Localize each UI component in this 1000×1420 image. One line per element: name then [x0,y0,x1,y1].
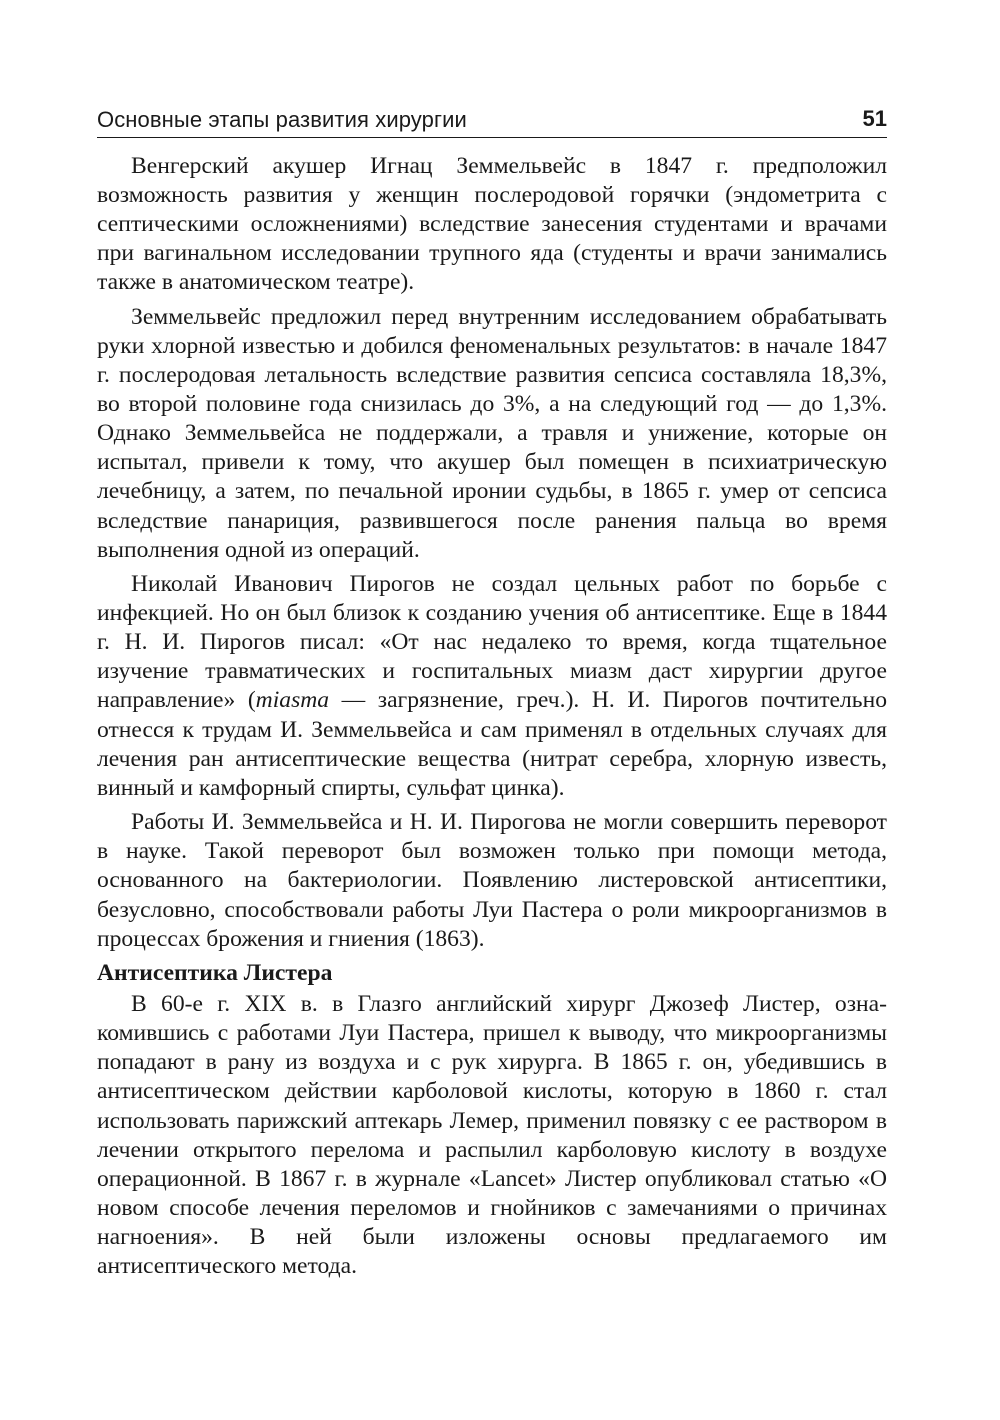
paragraph-semmelweis-results: Земмельвейс предложил перед внутренним исследованием обрабатывать руки хлорной известью и добился феноменальных результатов: в начале 1847 г. послеродовая летальность вследствие развития сепсиса составляла 18,3%, во второй половине года снизилась до 3%, а на следующий год — до 1,3%. Однако Земмельвейса не поддержали, а травля и унижение, которые он испытал, привели к тому, что акушер был помещен в психиатрическую лечебницу, а затем, по печальной иронии судьбы, в 1865 г. умер от сепсиса вследствие панариция, развившегося после ранения пальца во время выполнения одной из операций. [97,303,887,563]
paragraph-pirogov-text-after: — загрязнение, греч.). Н. И. Пирогов почтительно отнесся к трудам И. Земмельвейса и сам применял в отдельных случаях для лечения ран антисептические вещества (нитрат серебра, хлорную известь, винный и камфорный спирты, сульфат цинка). [97,687,887,801]
paragraph-lister: В 60-е г. XIX в. в Глазго английский хирург Джозеф Листер, ознакомившись с работами Луи Пастера, пришел к выводу, что микроорганизмы попадают в рану из воздуха и с рук хирурга. В 1865 г. он, убедившись в антисептическом действии карболовой кислоты, которую в 1860 г. стал использовать парижский аптекарь Лемер, применил повязку с ее раствором в лечении открытого перелома и распылил карболовую кислоту в воздухе операционной. В 1867 г. в журнале «Lancet» Листер опубликовал статью «О новом способе лечения переломов и гнойников с замечаниями о причинах нагноения». В ней были изложены основы предлагаемого им антисептического метода. [97,991,887,1280]
page-number: 51 [862,106,887,131]
section-heading-lister: Антисептика Листера [97,960,333,987]
running-title: Основные этапы развития хирургии [97,107,467,132]
running-header [97,103,887,138]
paragraph-pirogov [97,570,887,803]
paragraph-pirogov-text-before: Николай Иванович Пирогов не создал цельных работ по борьбе с инфекцией. Но он был близок к созданию учения об антисептике. Еще в 1844 г. Н. И. Пирогов писал: «От нас недалеко то время, когда тщательное изучение травматических и госпитальных миазм даст хирургии другое направление» ( [97,571,887,714]
body-text [97,152,887,1281]
paragraph-pasteur: Работы И. Земмельвейса и Н. И. Пирогова не могли совершить переворот в науке. Такой переворот был возможен только при помощи метода, основанного на бактериологии. Появлению листеровской антисептики, безусловно, способствовали работы Луи Пастера о роли микроорганизмов в процессах брожения и гниения (1863). [97,809,887,952]
paragraph-pirogov-italic-term: miasma [255,687,330,714]
paragraph-semmelweis: Венгерский акушер Игнац Земмельвейс в 1847 г. предположил возможность развития у женщин послеродовой горячки (эндометрита с септическими осложнениями) вследствие занесения студентами и врачами при вагинальном исследовании трупного яда (студенты и врачи занимались также в анатомическом театре). [97,153,887,296]
